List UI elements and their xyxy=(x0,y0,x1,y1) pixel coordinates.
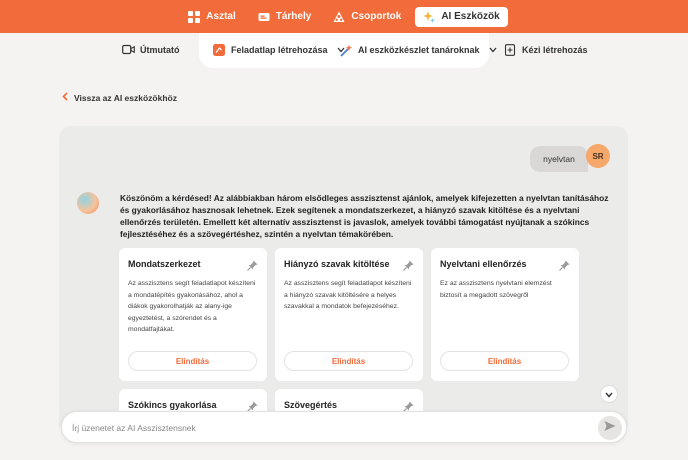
magic-wand-icon xyxy=(340,44,352,56)
assistant-card xyxy=(275,248,423,381)
send-button[interactable] xyxy=(598,416,622,440)
chat-panel xyxy=(59,126,628,426)
pin-icon[interactable] xyxy=(247,399,258,410)
avatar-initials: SR xyxy=(592,151,604,161)
send-icon xyxy=(604,419,616,437)
card-description: Az asszisztens segít feladatlapot készíteni a hiányzó szavak kitöltésére a helyes szavakkal a mondatok befejezéséhez. xyxy=(284,280,412,310)
pin-icon[interactable] xyxy=(403,399,414,410)
start-button[interactable]: Elindítás xyxy=(128,351,257,371)
sparkle-icon xyxy=(423,11,435,23)
subnav-manual-label: Kézi létrehozás xyxy=(522,44,588,55)
user-message xyxy=(530,146,588,172)
pin-icon[interactable] xyxy=(559,258,570,269)
subnav-manual-create[interactable] xyxy=(504,33,588,66)
chevron-down-icon xyxy=(605,385,613,403)
subnav-ai-toolkit-dropdown[interactable] xyxy=(340,33,497,66)
chevron-left-icon xyxy=(62,92,68,104)
topnav-label: Asztal xyxy=(206,11,236,22)
subnav-guide[interactable] xyxy=(122,33,180,66)
assistant-card xyxy=(431,248,579,381)
group-icon xyxy=(333,11,345,23)
back-link[interactable] xyxy=(62,92,177,104)
topnav-item-ai-eszkozok[interactable] xyxy=(415,7,507,27)
start-button[interactable]: Elindítás xyxy=(440,351,569,371)
subnav-worksheet-label: Feladatlap létrehozása xyxy=(231,44,328,55)
card-description: Ez az asszisztens nyelvtani elemzést biztosít a megadott szövegről xyxy=(440,280,552,299)
scroll-down-button[interactable] xyxy=(600,385,618,403)
card-title: Szövegértés xyxy=(284,400,338,410)
assistant-card xyxy=(119,248,267,381)
ai-assistant-avatar xyxy=(77,192,99,214)
topnav-label: AI Eszközök xyxy=(441,11,500,22)
worksheet-icon xyxy=(213,44,225,56)
subnav-ai-toolkit-label: AI eszközkészlet tanároknak xyxy=(358,44,480,55)
card-title: Szókincs gyakorlása xyxy=(128,400,217,410)
chevron-down-icon xyxy=(489,45,497,55)
topnav-item-csoportok[interactable] xyxy=(325,7,409,27)
avatar xyxy=(586,144,610,168)
ai-message: Köszönöm a kérdésed! Az alábbiakban három elsődleges asszisztenst ajánlok, amelyek kifejezetten a nyelvtan tanításához és gyakorlásához hasznosak lehetnek. Ezek segítenek a mondatszerkezet, a hiányzó szavak kitöltése és a nyelvtani ellenőrzés területén. Emellett két alternatív asszisztenst is javaslok, amelyek további támogatást nyújtanak a szókincs fejlesztéséhez és a szövegértéshez, szintén a nyelvtan témakörében. xyxy=(120,193,609,239)
add-document-icon xyxy=(504,44,516,56)
topnav-item-asztal[interactable] xyxy=(180,7,243,27)
card-title: Mondatszerkezet xyxy=(128,259,201,269)
card-description: Az asszisztens segít feladatlapot készíteni a mondatépítés gyakorlásához, ahol a diákok gyakorolhatják az alany-ige egyeztetést, a szórendet és a mondatfajtákat. xyxy=(128,280,256,333)
start-button[interactable]: Elindítás xyxy=(284,351,413,371)
user-message-text: nyelvtan xyxy=(543,154,575,164)
topnav-item-tarhely[interactable] xyxy=(250,7,320,27)
subnav-worksheet-dropdown[interactable] xyxy=(213,33,345,66)
topnav-label: Tárhely xyxy=(275,11,312,22)
message-input-bar xyxy=(61,411,627,443)
drive-icon xyxy=(258,11,270,23)
back-link-label: Vissza az AI eszközökhöz xyxy=(74,93,177,103)
message-input[interactable] xyxy=(72,418,582,438)
video-guide-icon xyxy=(122,44,134,56)
card-title: Nyelvtani ellenőrzés xyxy=(440,259,527,269)
subnav-guide-label: Útmutató xyxy=(140,44,180,55)
pin-icon[interactable] xyxy=(403,258,414,269)
topnav-label: Csoportok xyxy=(351,11,402,22)
card-title: Hiányzó szavak kitöltése xyxy=(284,259,390,269)
sub-navigation xyxy=(0,33,688,69)
pin-icon[interactable] xyxy=(247,258,258,269)
top-navigation xyxy=(0,0,688,33)
grid-icon xyxy=(188,11,200,23)
